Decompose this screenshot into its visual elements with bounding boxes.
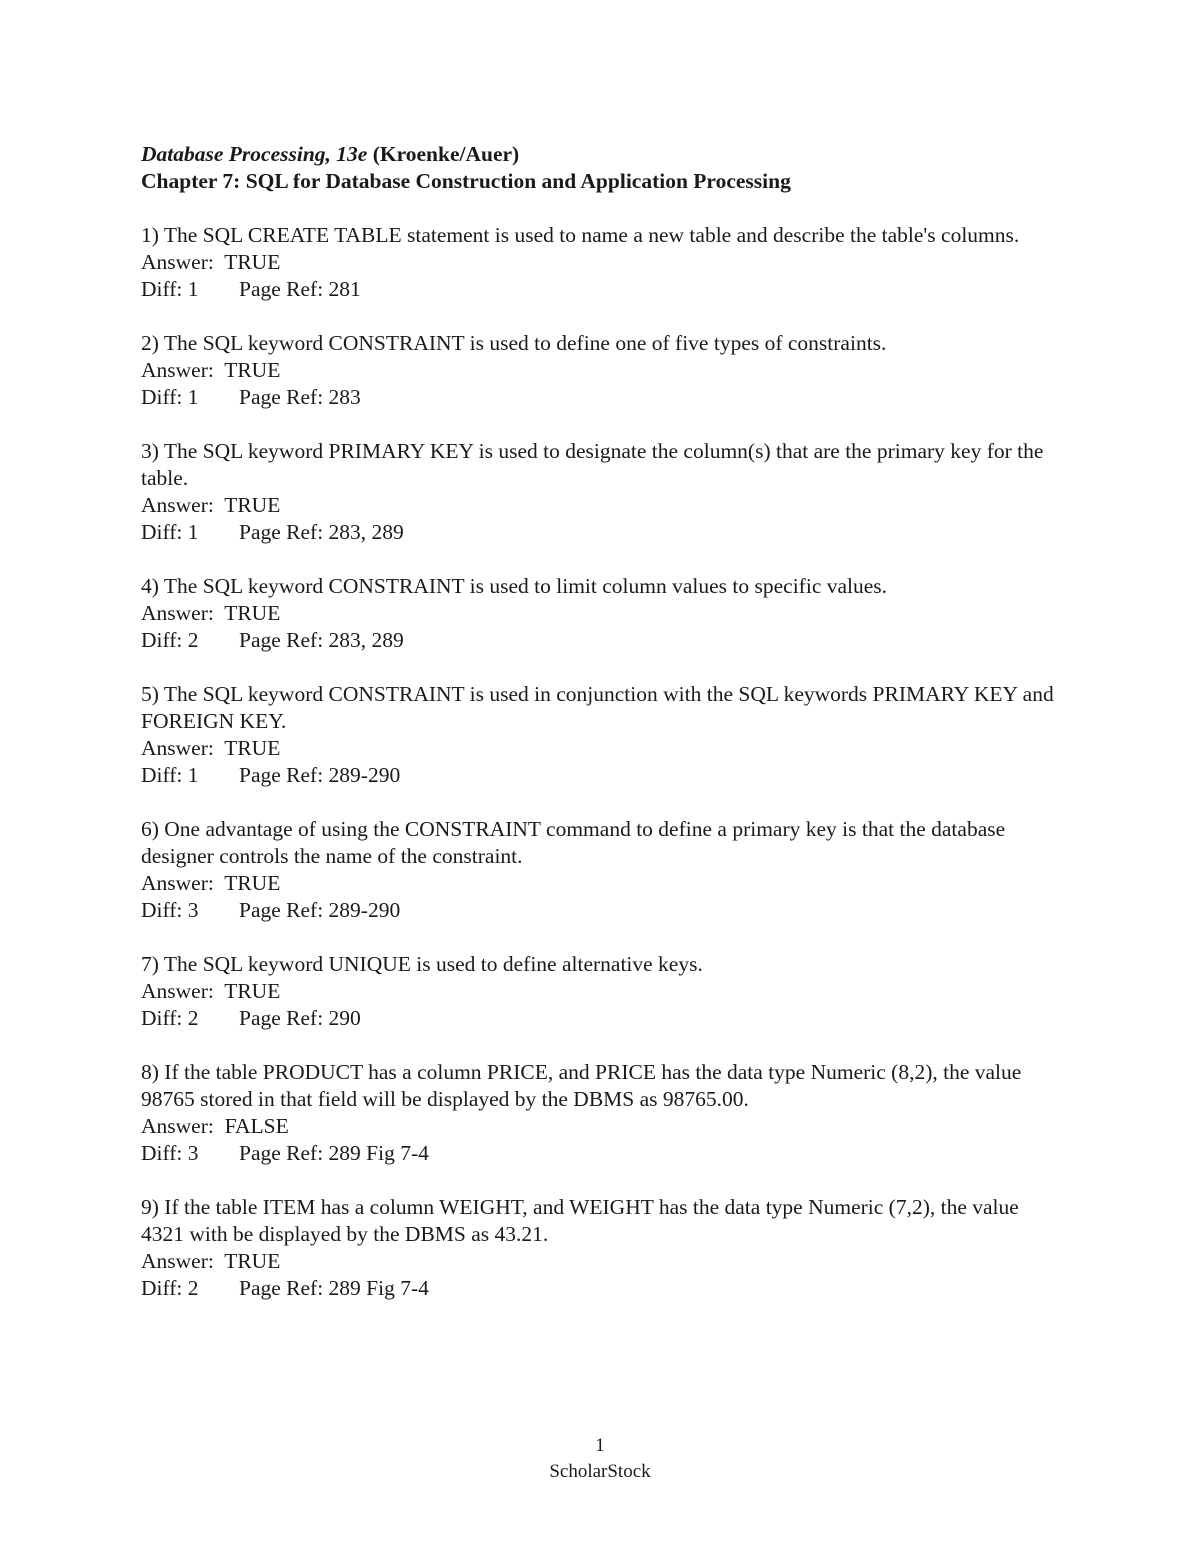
- question-difficulty: Diff: 2: [141, 1276, 199, 1300]
- question-answer: Answer: TRUE: [141, 250, 281, 274]
- question-answer: Answer: TRUE: [141, 736, 281, 760]
- question-page-ref: Page Ref: 283, 289: [239, 520, 404, 544]
- question-answer: Answer: TRUE: [141, 979, 281, 1003]
- question-item: [141, 951, 1061, 1032]
- question-text: 8) If the table PRODUCT has a column PRICE, and PRICE has the data type Numeric (8,2), the value 98765 stored in that field will be displayed by the DBMS as 98765.00.: [141, 1060, 1022, 1111]
- question-item: [141, 1194, 1061, 1302]
- question-meta: [141, 762, 1061, 789]
- question-difficulty: Diff: 1: [141, 277, 199, 301]
- question-difficulty: Diff: 2: [141, 1006, 199, 1030]
- question-answer: Answer: TRUE: [141, 1249, 281, 1273]
- question-text: 9) If the table ITEM has a column WEIGHT, and WEIGHT has the data type Numeric (7,2), the value 4321 with be displayed by the DBMS as 43.21.: [141, 1195, 1019, 1246]
- question-page-ref: Page Ref: 281: [239, 277, 361, 301]
- book-title: Database Processing, 13e: [141, 142, 368, 166]
- page-number: 1: [595, 1435, 605, 1456]
- question-meta: [141, 1140, 1061, 1167]
- question-meta: [141, 519, 1061, 546]
- question-text: 1) The SQL CREATE TABLE statement is used to name a new table and describe the table's columns.: [141, 223, 1020, 247]
- question-text: 3) The SQL keyword PRIMARY KEY is used to designate the column(s) that are the primary key for the table.: [141, 439, 1044, 490]
- question-answer: Answer: TRUE: [141, 493, 281, 517]
- question-page-ref: Page Ref: 289 Fig 7-4: [239, 1141, 429, 1165]
- question-text: 6) One advantage of using the CONSTRAINT command to define a primary key is that the database designer controls the name of the constraint.: [141, 817, 1006, 868]
- question-difficulty: Diff: 1: [141, 520, 199, 544]
- question-difficulty: Diff: 1: [141, 385, 199, 409]
- question-text: 2) The SQL keyword CONSTRAINT is used to define one of five types of constraints.: [141, 331, 887, 355]
- question-meta: [141, 384, 1061, 411]
- question-answer: Answer: TRUE: [141, 871, 281, 895]
- question-item: [141, 573, 1061, 654]
- question-page-ref: Page Ref: 283, 289: [239, 628, 404, 652]
- document-body: [141, 141, 1061, 1329]
- question-item: [141, 816, 1061, 924]
- question-page-ref: Page Ref: 283: [239, 385, 361, 409]
- question-item: [141, 681, 1061, 789]
- question-answer: Answer: TRUE: [141, 358, 281, 382]
- question-difficulty: Diff: 2: [141, 628, 199, 652]
- question-meta: [141, 1005, 1061, 1032]
- question-item: [141, 438, 1061, 546]
- chapter-title: Chapter 7: SQL for Database Construction and Application Processing: [141, 169, 791, 193]
- book-authors: (Kroenke/Auer): [372, 142, 520, 166]
- question-text: 4) The SQL keyword CONSTRAINT is used to limit column values to specific values.: [141, 574, 888, 598]
- question-page-ref: Page Ref: 290: [239, 1006, 361, 1030]
- book-title-line: [141, 141, 1061, 168]
- question-item: [141, 222, 1061, 303]
- question-page-ref: Page Ref: 289-290: [239, 898, 401, 922]
- question-difficulty: Diff: 3: [141, 898, 199, 922]
- question-difficulty: Diff: 1: [141, 763, 199, 787]
- question-meta: [141, 897, 1061, 924]
- question-meta: [141, 627, 1061, 654]
- footer-brand: ScholarStock: [549, 1461, 651, 1482]
- question-text: 5) The SQL keyword CONSTRAINT is used in conjunction with the SQL keywords PRIMARY KEY and FOREIGN KEY.: [141, 682, 1054, 733]
- question-page-ref: Page Ref: 289 Fig 7-4: [239, 1276, 429, 1300]
- question-text: 7) The SQL keyword UNIQUE is used to define alternative keys.: [141, 952, 703, 976]
- question-answer: Answer: FALSE: [141, 1114, 289, 1138]
- question-difficulty: Diff: 3: [141, 1141, 199, 1165]
- question-meta: [141, 1275, 1061, 1302]
- question-item: [141, 1059, 1061, 1167]
- question-page-ref: Page Ref: 289-290: [239, 763, 401, 787]
- question-answer: Answer: TRUE: [141, 601, 281, 625]
- question-item: [141, 330, 1061, 411]
- question-meta: [141, 276, 1061, 303]
